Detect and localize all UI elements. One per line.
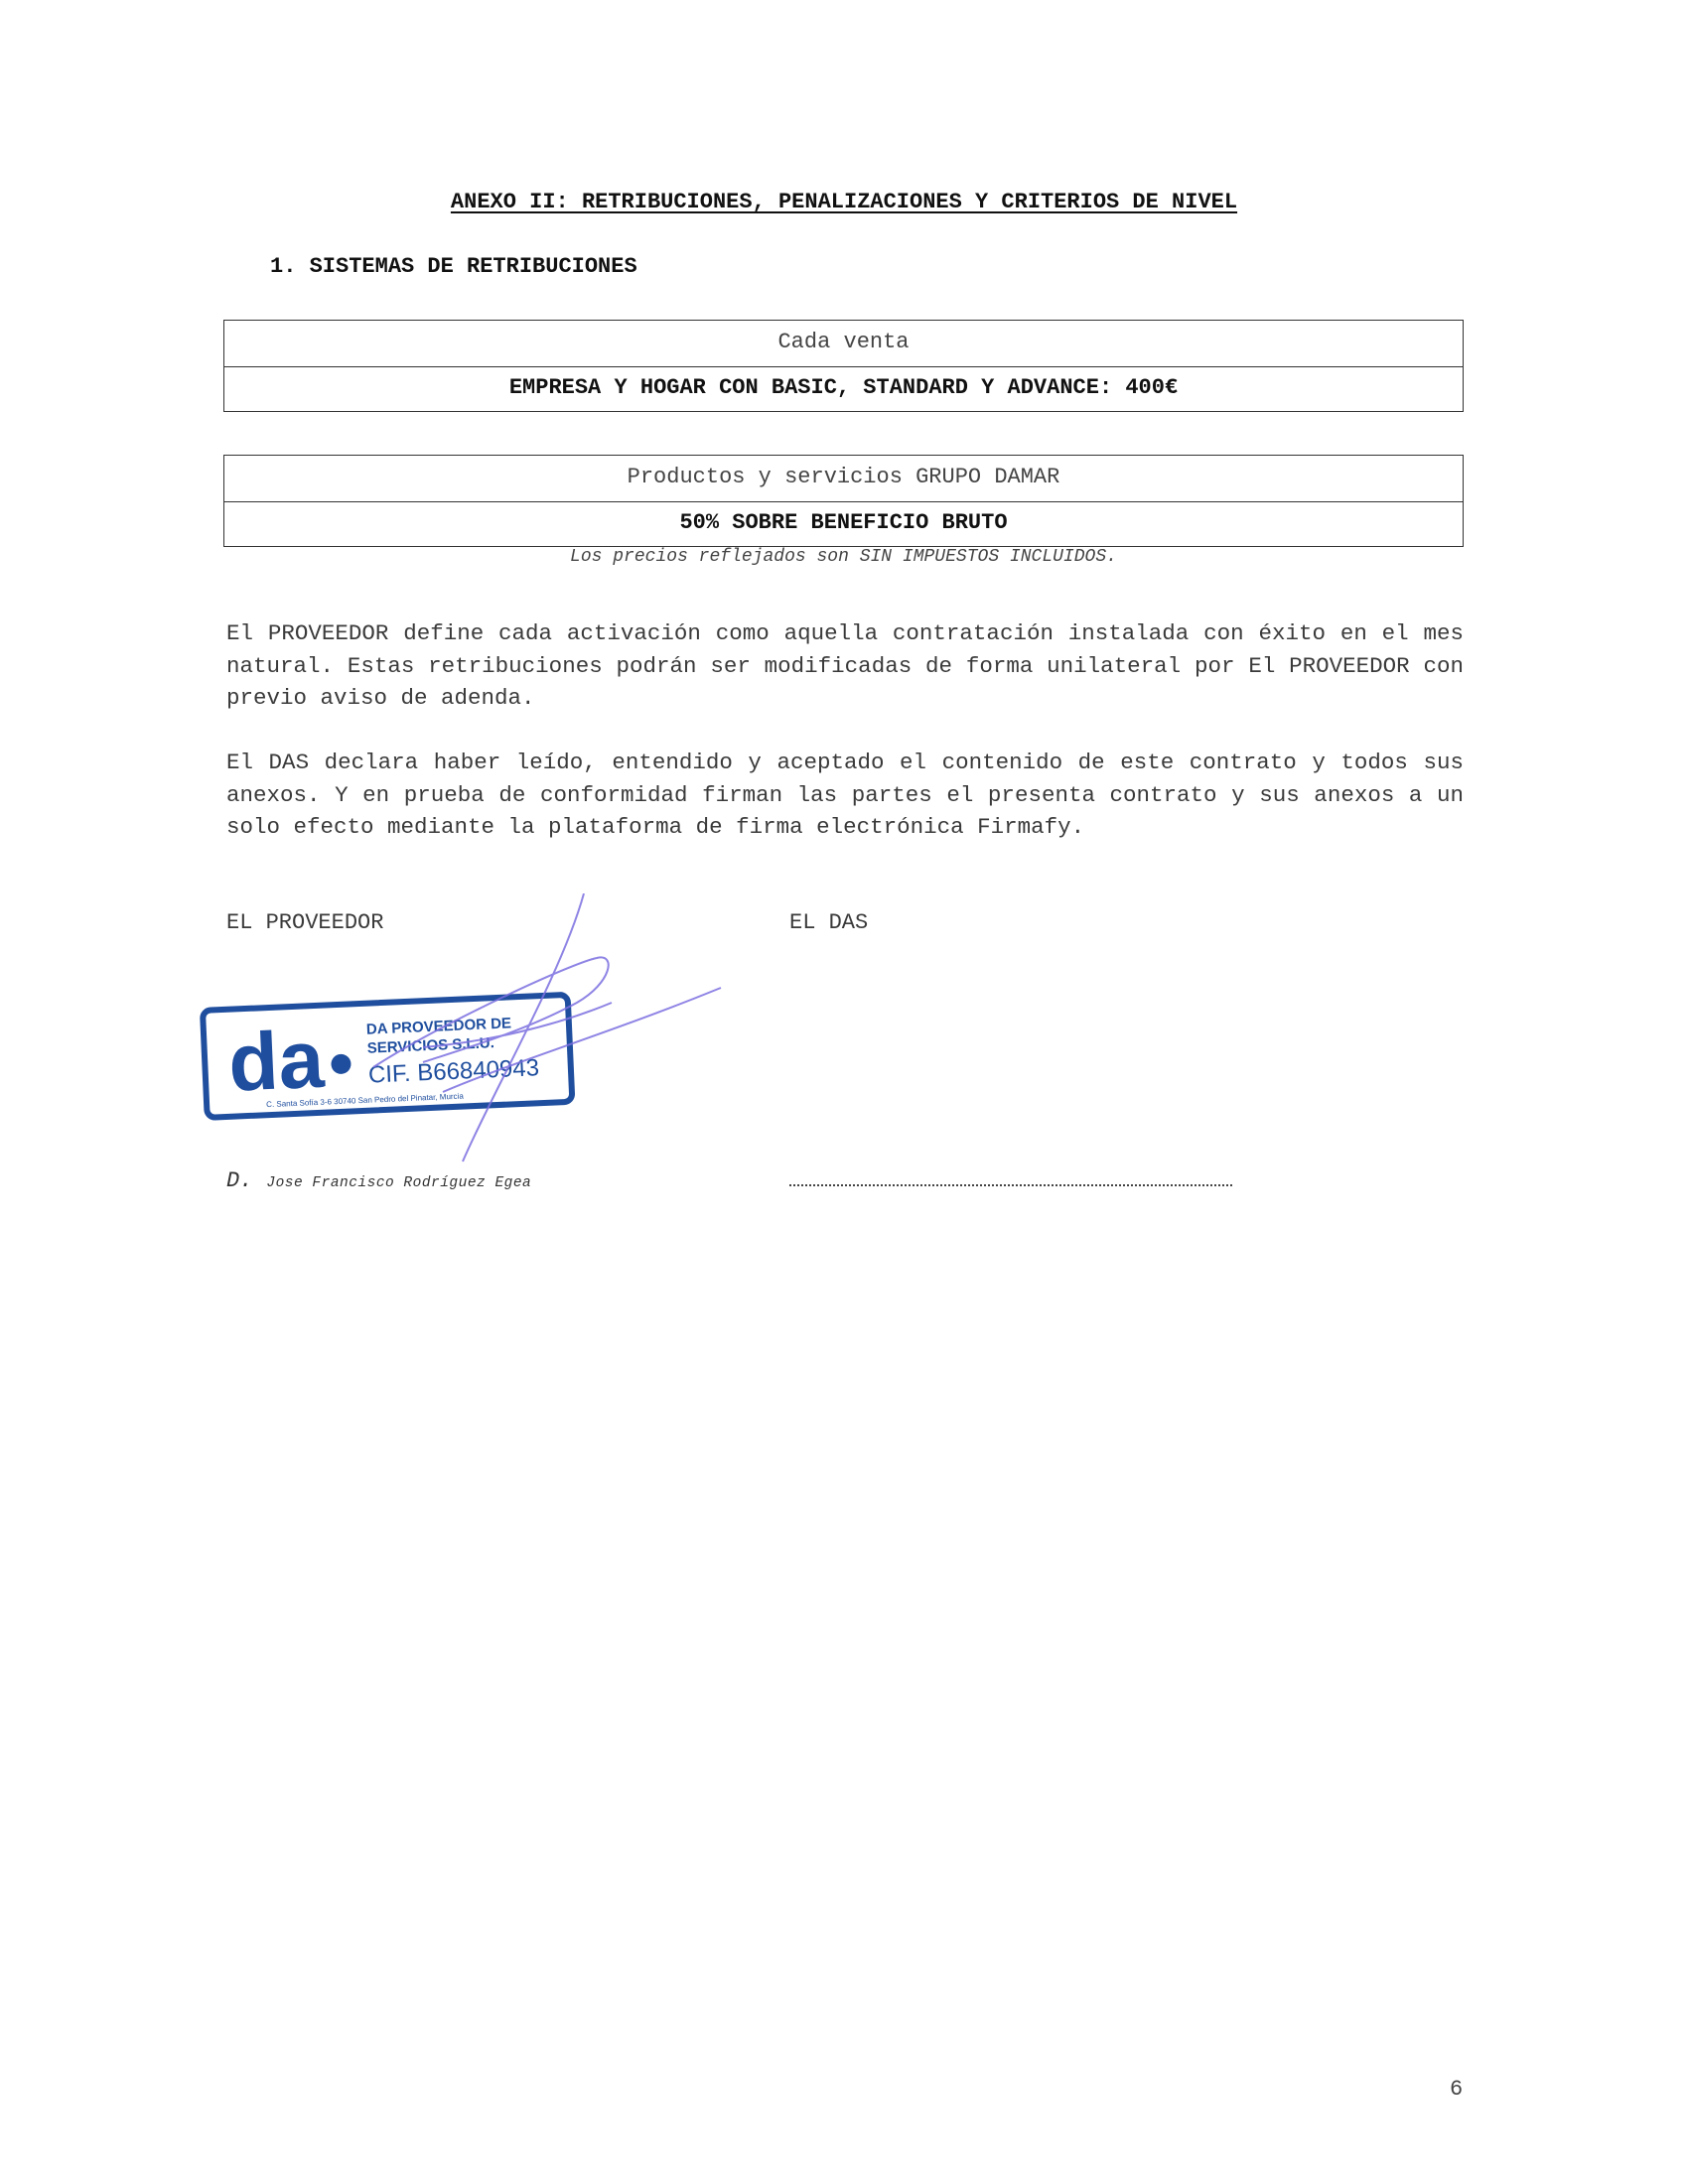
signature-line-das: [789, 1184, 1232, 1186]
stamp-logo: da: [226, 1014, 326, 1109]
page-number: 6: [1450, 2077, 1464, 2102]
signer-name: [226, 1168, 531, 1193]
table-header: Productos y servicios GRUPO DAMAR: [224, 456, 1463, 502]
signature-label-provider: EL PROVEEDOR: [226, 910, 384, 935]
paragraph-activation: El PROVEEDOR define cada activación como aquella contratación instalada con éxito en el mes natural. Estas retribuciones podrán ser modificadas de forma unilateral por El PROVEEDOR con previo aviso de adenda.: [226, 620, 1464, 711]
section-heading: 1. SISTEMAS DE RETRIBUCIONES: [270, 254, 637, 279]
paragraph-agreement: El DAS declara haber leído, entendido y aceptado el contenido de este contrato y todos sus anexos. Y en prueba de conformidad firman las partes el presenta contrato y sus anexos a un solo efecto mediante la plataforma de firma electrónica Firmafy.: [226, 750, 1464, 840]
signer-prefix: D.: [226, 1168, 253, 1193]
stamp-address: C. Santa Sofía 3-6 30740 San Pedro del Pinatar, Murcia: [265, 1091, 464, 1110]
stamp-graphic: [195, 893, 751, 1191]
stamp-cif: CIF. B66840943: [367, 1054, 540, 1089]
table-value: EMPRESA Y HOGAR CON BASIC, STANDARD Y ADVANCE: 400€: [508, 375, 1179, 400]
stamp-company-line1: DA PROVEEDOR DE: [365, 1015, 512, 1038]
retribution-table-sales: [223, 320, 1464, 412]
table-header: Cada venta: [224, 321, 1463, 367]
retribution-table-products: [223, 455, 1464, 547]
signature-label-das: EL DAS: [789, 910, 869, 935]
table-value: 50% SOBRE BENEFICIO BRUTO: [679, 510, 1008, 535]
stamp-logo-dot: [331, 1053, 352, 1074]
stamp-company-line2: SERVICIOS S.L.U.: [366, 1034, 495, 1057]
price-note: Los precios reflejados son SIN IMPUESTOS INCLUIDOS.: [570, 547, 1117, 567]
signer-full-name: Jose Francisco Rodríguez Egea: [266, 1175, 532, 1191]
company-stamp: [195, 893, 751, 1191]
annex-title-text: ANEXO II: RETRIBUCIONES, PENALIZACIONES Y CRITERIOS DE NIVEL: [450, 190, 1238, 214]
annex-title: [0, 190, 1688, 214]
